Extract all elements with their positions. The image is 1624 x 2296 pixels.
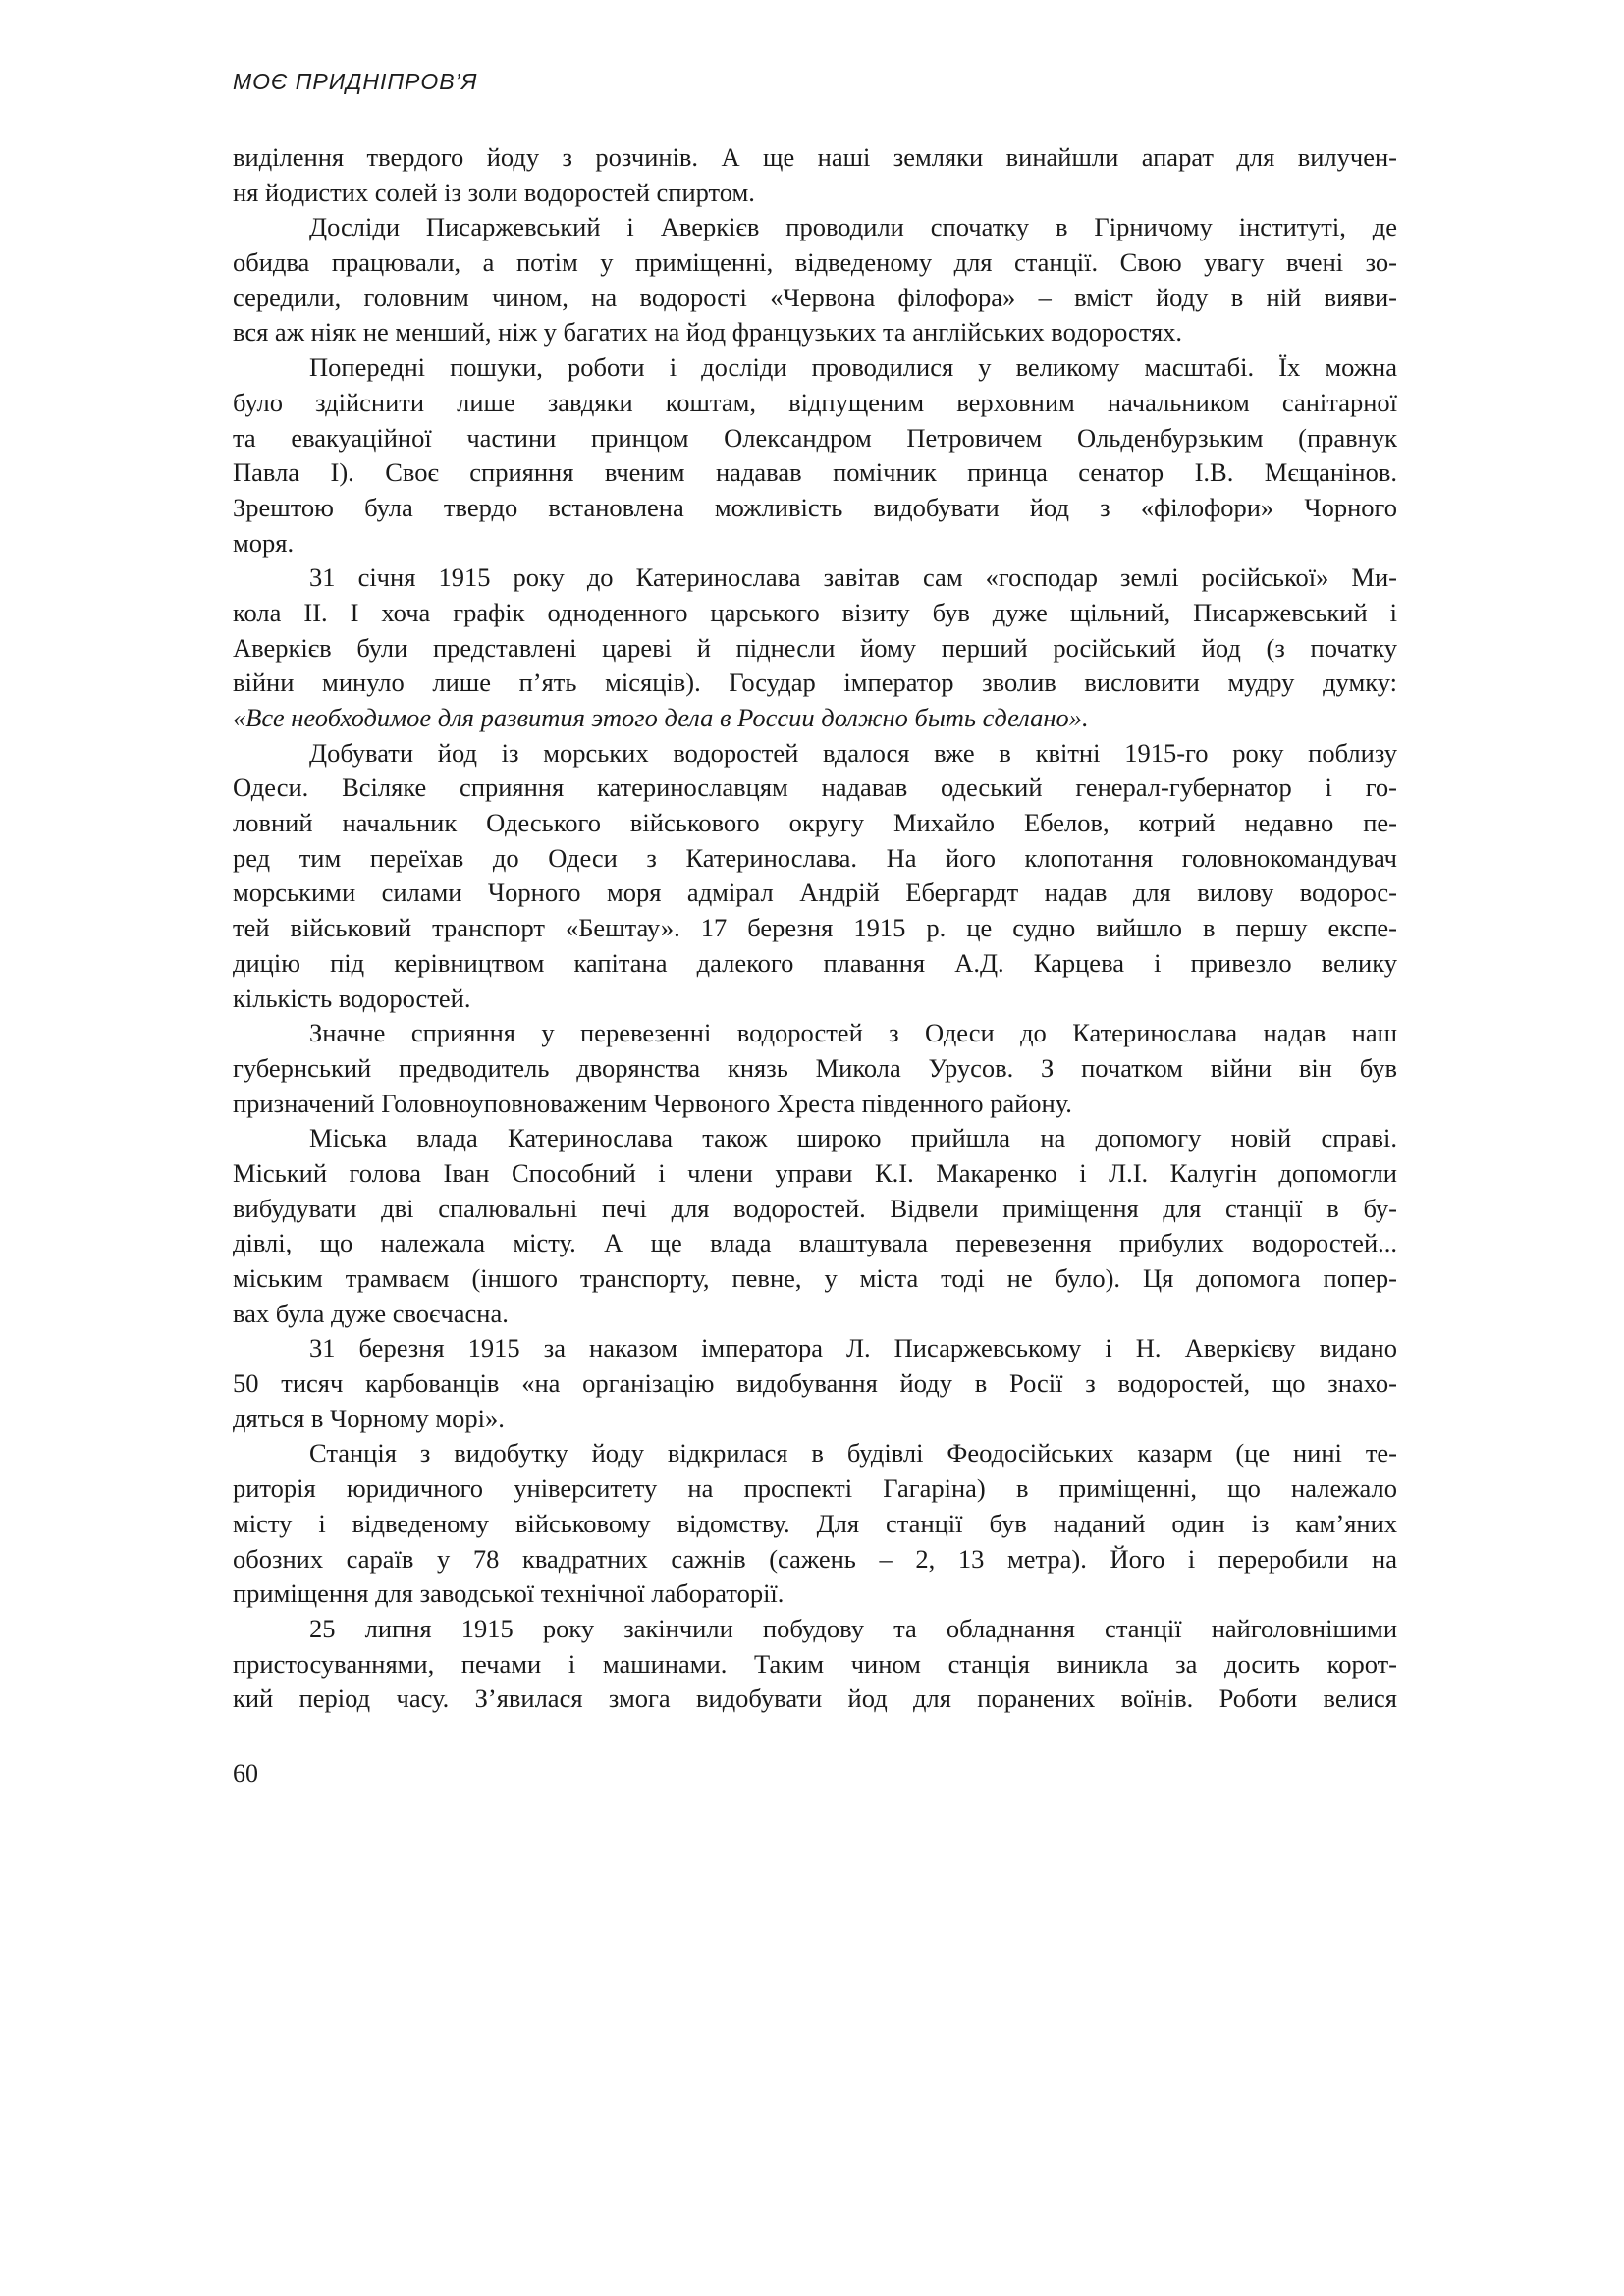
text-line: Одеси. Всіляке сприяння катеринославцям надавав одеський генерал-губернатор і го- [233,773,1397,803]
text-line: вся аж ніяк не менший, ніж у багатих на йод французьких та англійських водоростях. [233,317,1183,347]
text-line: пристосуваннями, печами і машинами. Таким чином станція виникла за досить корот- [233,1648,1397,1679]
text-line: ня йодистих солей із золи водоростей спиртом. [233,177,755,207]
text-line: дяться в Чорному морі». [233,1403,505,1433]
text-line: риторія юридичного університету на проспекті Гагаріна) в приміщенні, що належало [233,1473,1397,1504]
text-line: вах була дуже своєчасна. [233,1298,509,1328]
text-line: Аверкієв були представлені цареві й піднесли йому перший російський йод (з початку [233,632,1397,663]
text-line: моря. [233,527,295,558]
text-line: губернський предводитель дворянства князь Микола Урусов. З початком війни він був [233,1052,1397,1083]
text-line: та евакуаційної частини принцом Олександром Петровичем Ольденбурзьким (правнук [233,422,1397,453]
page-number: 60 [233,1759,258,1788]
body-text-block [233,140,1397,1717]
text-line: Міський голова Іван Способний і члени управи К.І. Макаренко і Л.І. Калугін допомогли [233,1157,1397,1188]
text-line: середили, головним чином, на водорості «Червона філофора» – вміст йоду в ній вияви- [233,282,1397,312]
text-line: війни минуло лише п’ять місяців). Государ імператор зволив висловити мудру думку: [233,667,1397,698]
text-line: дівлі, що належала місту. А ще влада влаштувала перевезення прибулих водоростей... [233,1228,1397,1258]
text-line: морськими силами Чорного моря адмірал Андрій Ебергардт надав для вилову водорос- [233,878,1397,908]
text-line: Станція з видобутку йоду відкрилася в будівлі Феодосійських казарм (це нині те- [309,1438,1397,1468]
text-line: кий період часу. З’явилася змога видобувати йод для поранених воїнів. Роботи велися [233,1683,1397,1714]
text-line: кола II. І хоча графік одноденного царського візиту був дуже щільний, Писаржевський і [233,597,1397,627]
text-line: кількість водоростей. [233,983,471,1013]
text-line: Досліди Писаржевський і Аверкієв проводили спочатку в Гірничому інституті, де [309,212,1397,242]
text-line: місту і відведеному військовому відомству. Для станції був наданий один із кам’яних [233,1508,1397,1538]
text-line: «Все необходимое для развития этого дела в России должно быть сделано». [233,703,1089,732]
text-line: Попередні пошуки, роботи і досліди проводилися у великому масштабі. Їх можна [309,352,1397,383]
text-line: Зрештою була твердо встановлена можливість видобувати йод з «філофори» Чорного [233,492,1397,522]
text-line: приміщення для заводської технічної лабораторії. [233,1578,785,1609]
text-line: Міська влада Катеринослава також широко прийшла на допомогу новій справі. [309,1123,1397,1153]
text-line: 50 тисяч карбованців «на організацію видобування йоду в Росії з водоростей, що знахо- [233,1368,1397,1399]
text-line: тей військовий транспорт «Бештау». 17 березня 1915 р. це судно вийшло в першу експе- [233,913,1397,943]
text-line: обидва працювали, а потім у приміщенні, відведеному для станції. Свою увагу вчені зо- [233,247,1397,278]
text-line: Павла I). Своє сприяння вченим надавав помічник принца сенатор І.В. Мєщанінов. [233,457,1397,488]
text-line: обозних сараїв у 78 квадратних сажнів (сажень – 2, 13 метра). Його і переробили на [233,1543,1397,1574]
text-line: призначений Головноуповноваженим Червоного Хреста південного району. [233,1088,1072,1118]
running-header: МОЄ ПРИДНІПРОВ’Я [233,69,478,94]
text-line: виділення твердого йоду з розчинів. А ще наші земляки винайшли апарат для вилучен- [233,142,1397,172]
text-line: 31 березня 1915 за наказом імператора Л. Писаржевському і Н. Аверкієву видано [309,1333,1397,1363]
text-line: міським трамваєм (іншого транспорту, певне, у міста тоді не було). Ця допомога попер- [233,1263,1397,1293]
text-line: Добувати йод із морських водоростей вдалося вже в квітні 1915-го року поблизу [309,737,1397,768]
text-line: ред тим переїхав до Одеси з Катеринослава. На його клопотання головнокомандувач [233,842,1397,873]
text-line: вибудувати дві спалювальні печі для водоростей. Відвели приміщення для станції в бу- [233,1193,1397,1223]
text-line: ловний начальник Одеського військового округу Михайло Ебелов, котрий недавно пе- [233,808,1397,838]
text-line: було здійснити лише завдяки коштам, відпущеним верховним начальником санітарної [233,387,1397,417]
text-line: дицію під керівництвом капітана далекого плавання А.Д. Карцева і привезло велику [233,947,1397,978]
text-line: 31 січня 1915 року до Катеринослава завітав сам «господар землі російської» Ми- [309,562,1397,593]
text-line: 25 липня 1915 року закінчили побудову та обладнання станції найголовнішими [309,1613,1397,1643]
text-line: Значне сприяння у перевезенні водоростей з Одеси до Катеринослава надав наш [309,1018,1397,1048]
